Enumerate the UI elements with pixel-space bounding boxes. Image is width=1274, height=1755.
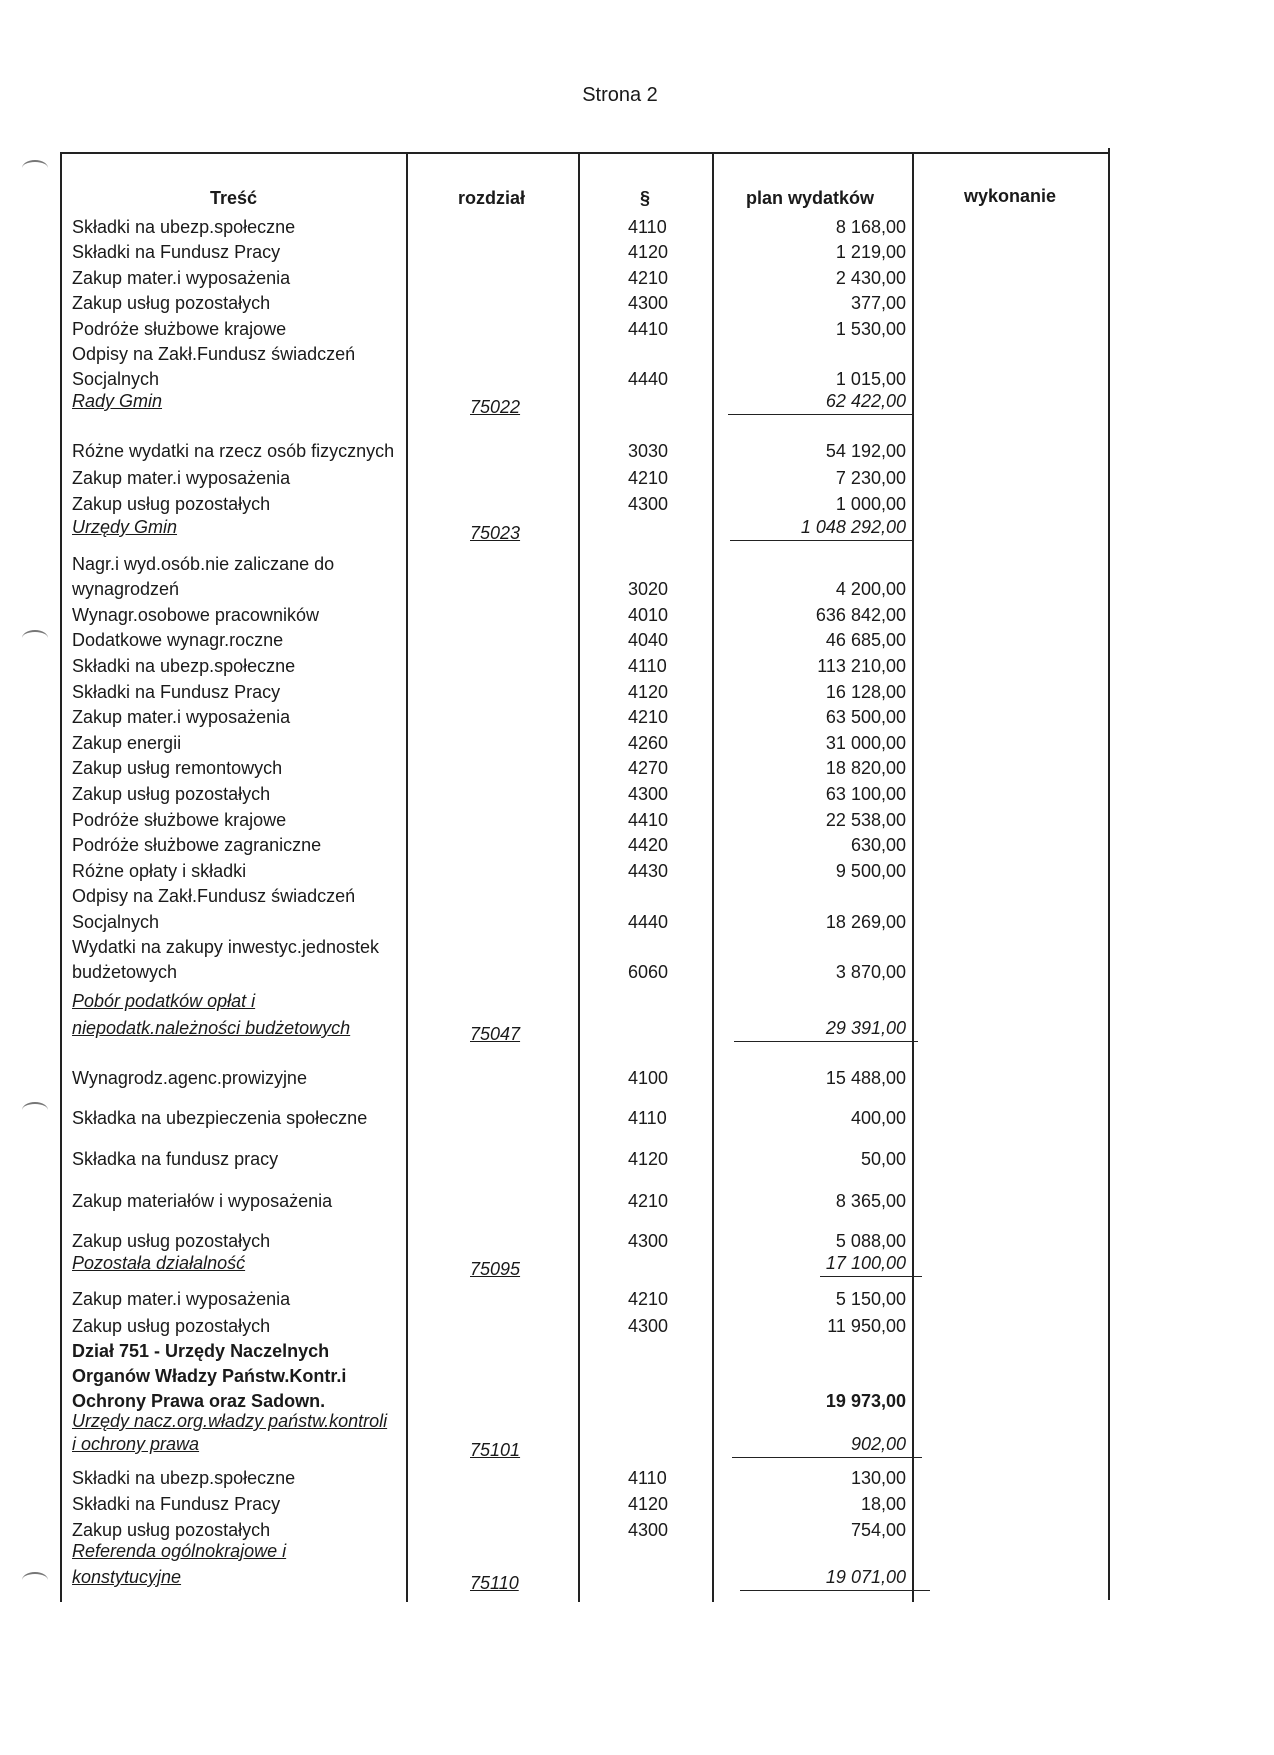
table-row [0,493,1274,515]
table-row [0,885,1274,907]
table-row [0,292,1274,314]
subtotal-underline [740,1590,930,1591]
cell-tresc: Wynagr.osobowe pracowników [72,605,319,625]
cell-plan: 1 000,00 [835,494,906,514]
cell-tresc: Zakup usług pozostałych [72,1520,271,1540]
cell-plan: 1 015,00 [835,369,906,389]
cell-tresc: Składka na ubezpieczenia społeczne [72,1108,368,1128]
header-plan: plan wydatków [746,188,875,208]
cell-tresc: Podróże służbowe krajowe [72,810,287,830]
cell-tresc: Organów Władzy Państw.Kontr.i [72,1366,347,1386]
cell-plan: 9 500,00 [835,861,906,881]
table-row [0,241,1274,263]
cell-tresc: Wydatki na zakupy inwestyc.jednostek [72,937,379,957]
cell-tresc: Zakup usług pozostałych [72,1231,271,1251]
cell-tresc: Składki na Fundusz Pracy [72,1494,281,1514]
cell-paragraf: 4300 [628,494,669,514]
cell-plan: 50,00 [860,1149,906,1169]
cell-plan: 113 210,00 [817,656,906,676]
cell-plan: 902,00 [850,1434,906,1454]
cell-paragraf: 4210 [628,707,669,727]
cell-plan: 8 168,00 [835,217,906,237]
cell-paragraf: 4300 [628,1231,669,1251]
cell-tresc: Zakup usług pozostałych [72,494,271,514]
cell-tresc: konstytucyjne [72,1567,182,1587]
cell-rozdzial: 75101 [470,1440,521,1460]
table-row [0,961,1274,983]
cell-rozdzial: 75022 [470,397,521,417]
cell-paragraf: 4120 [628,1494,669,1514]
cell-paragraf: 4300 [628,293,669,313]
cell-plan: 16 128,00 [825,682,906,702]
table-row [0,368,1274,390]
cell-paragraf: 4270 [628,758,669,778]
table-row-section [0,1252,1274,1279]
table-row [0,1365,1274,1387]
cell-rozdzial: 75110 [470,1573,519,1593]
cell-tresc: i ochrony prawa [72,1434,200,1454]
cell-tresc: Składka na fundusz pracy [72,1149,279,1169]
subtotal-underline [734,1041,918,1042]
cell-paragraf: 4410 [628,810,669,830]
cell-paragraf: 4440 [628,369,669,389]
cell-paragraf: 4040 [628,630,669,650]
table-row [0,706,1274,728]
cell-paragraf: 4110 [628,1108,667,1128]
table-row [0,553,1274,575]
table-row [0,655,1274,677]
cell-paragraf: 4100 [628,1068,669,1088]
subtotal-underline [732,1457,922,1458]
punch-hole-mark [22,1102,48,1118]
cell-tresc: Dodatkowe wynagr.roczne [72,630,284,650]
cell-plan: 3 870,00 [835,962,906,982]
cell-tresc: Nagr.i wyd.osób.nie zaliczane do [72,554,335,574]
cell-rozdzial: 75023 [470,523,521,543]
table-row-section [0,1566,1274,1593]
table-row [0,1519,1274,1541]
table-row [0,1315,1274,1337]
cell-tresc: Zakup usług pozostałych [72,293,271,313]
cell-paragraf: 3030 [628,441,669,461]
cell-paragraf: 4300 [628,1520,669,1540]
table-row-section [0,1433,1274,1460]
cell-plan: 11 950,00 [827,1316,906,1336]
cell-paragraf: 4110 [628,217,667,237]
cell-tresc: Składki na Fundusz Pracy [72,242,281,262]
cell-tresc: Socjalnych [72,369,160,389]
cell-paragraf: 4110 [628,1468,667,1488]
cell-paragraf: 4120 [628,1149,669,1169]
table-row [0,1107,1274,1129]
subtotal-underline [730,540,912,541]
table-row [0,629,1274,651]
cell-tresc: Odpisy na Zakł.Fundusz świadczeń [72,886,356,906]
cell-paragraf: 4210 [628,1289,669,1309]
table-row [0,1493,1274,1515]
table-row [0,834,1274,856]
header-wykonanie: wykonanie [964,186,1057,206]
cell-plan: 1 530,00 [835,319,906,339]
table-row [0,318,1274,340]
cell-tresc: budżetowych [72,962,178,982]
table-row-section [0,1410,1274,1432]
cell-tresc: Podróże służbowe krajowe [72,319,287,339]
cell-tresc: Dział 751 - Urzędy Naczelnych [72,1341,330,1361]
cell-paragraf: 4010 [628,605,669,625]
cell-plan: 7 230,00 [835,468,906,488]
cell-plan: 63 500,00 [825,707,906,727]
table-row [0,1190,1274,1212]
cell-plan: 1 219,00 [835,242,906,262]
cell-plan: 754,00 [850,1520,906,1540]
table-row-section [0,1540,1274,1562]
cell-tresc: Zakup mater.i wyposażenia [72,268,291,288]
cell-plan: 18 820,00 [825,758,906,778]
cell-tresc: Wynagrodz.agenc.prowizyjne [72,1068,307,1088]
table-row [0,1467,1274,1489]
cell-plan: 5 088,00 [835,1231,906,1251]
table-row [0,757,1274,779]
cell-paragraf: 4210 [628,468,669,488]
punch-hole-mark [22,160,48,176]
cell-tresc: wynagrodzeń [72,579,180,599]
cell-tresc: Składki na Fundusz Pracy [72,682,281,702]
page-title: Strona 2 [582,84,658,106]
table-row [0,578,1274,600]
cell-tresc: Składki na ubezp.społeczne [72,656,296,676]
cell-plan: 46 685,00 [825,630,906,650]
cell-tresc: Socjalnych [72,912,160,932]
cell-tresc: Podróże służbowe zagraniczne [72,835,322,855]
table-row [0,809,1274,831]
cell-paragraf: 4420 [628,835,669,855]
cell-plan: 2 430,00 [835,268,906,288]
cell-tresc: Pozostała działalność [72,1253,246,1273]
cell-paragraf: 4120 [628,682,669,702]
cell-tresc: Różne wydatki na rzecz osób fizycznych [72,441,395,461]
cell-plan: 19 973,00 [825,1391,906,1411]
table-row [0,467,1274,489]
cell-tresc: Różne opłaty i składki [72,861,247,881]
table-row [0,267,1274,289]
cell-paragraf: 4300 [628,1316,669,1336]
header-rozdzial: rozdział [458,188,526,208]
cell-tresc: niepodatk.należności budżetowych [72,1018,351,1038]
table-row [0,911,1274,933]
cell-tresc: Urzędy Gmin [72,517,178,537]
table-row [0,783,1274,805]
cell-plan: 22 538,00 [825,810,906,830]
table-row [0,343,1274,365]
cell-tresc: Zakup mater.i wyposażenia [72,1289,291,1309]
table-row [0,1340,1274,1362]
cell-tresc: Urzędy nacz.org.władzy państw.kontroli [72,1411,388,1431]
cell-plan: 630,00 [850,835,906,855]
table-row [0,1288,1274,1310]
cell-plan: 130,00 [850,1468,906,1488]
cell-plan: 54 192,00 [825,441,906,461]
cell-tresc: Zakup mater.i wyposażenia [72,468,291,488]
table-row [0,936,1274,958]
cell-tresc: Rady Gmin [72,391,163,411]
cell-rozdzial: 75047 [470,1024,521,1044]
cell-plan: 4 200,00 [835,579,906,599]
cell-tresc: Zakup mater.i wyposażenia [72,707,291,727]
cell-plan: 400,00 [850,1108,906,1128]
punch-hole-mark [22,1572,48,1588]
table-row [0,681,1274,703]
cell-plan: 636 842,00 [815,605,906,625]
cell-tresc: Zakup usług pozostałych [72,784,271,804]
cell-rozdzial: 75095 [470,1259,521,1279]
cell-paragraf: 4410 [628,319,669,339]
table-row [0,1230,1274,1252]
cell-tresc: Odpisy na Zakł.Fundusz świadczeń [72,344,356,364]
cell-plan: 31 000,00 [825,733,906,753]
cell-plan: 8 365,00 [835,1191,906,1211]
table-row [0,732,1274,754]
cell-tresc: Zakup energii [72,733,182,753]
cell-tresc: Referenda ogólnokrajowe i [72,1541,287,1561]
cell-plan: 63 100,00 [825,784,906,804]
cell-tresc: Zakup usług pozostałych [72,1316,271,1336]
cell-paragraf: 4110 [628,656,667,676]
cell-plan: 18,00 [860,1494,906,1514]
cell-tresc: Składki na ubezp.społeczne [72,1468,296,1488]
cell-paragraf: 4210 [628,1191,669,1211]
table-row [0,860,1274,882]
cell-plan: 5 150,00 [835,1289,906,1309]
cell-paragraf: 4300 [628,784,669,804]
subtotal-underline [728,414,912,415]
header-paragraf: § [640,188,651,208]
cell-tresc: Zakup materiałów i wyposażenia [72,1191,333,1211]
cell-plan: 15 488,00 [825,1068,906,1088]
table-row [0,440,1274,462]
cell-paragraf: 4440 [628,912,669,932]
punch-hole-mark [22,630,48,646]
header-tresc: Treść [210,188,258,208]
cell-paragraf: 3020 [628,579,669,599]
table-row [0,1390,1274,1412]
cell-tresc: Pobór podatków opłat i [72,991,256,1011]
cell-paragraf: 4260 [628,733,669,753]
cell-plan: 1 048 292,00 [800,517,906,537]
cell-paragraf: 6060 [628,962,669,982]
cell-tresc: Składki na ubezp.społeczne [72,217,296,237]
table-row-section [0,990,1274,1012]
cell-plan: 29 391,00 [825,1018,906,1038]
table-row [0,604,1274,626]
table-row [0,216,1274,238]
cell-tresc: Zakup usług remontowych [72,758,283,778]
cell-plan: 377,00 [850,293,906,313]
cell-paragraf: 4210 [628,268,669,288]
cell-plan: 18 269,00 [825,912,906,932]
cell-paragraf: 4430 [628,861,669,881]
table-row-section [0,1017,1274,1044]
cell-tresc: Ochrony Prawa oraz Sadown. [72,1391,326,1411]
table-row-section [0,516,1274,543]
table-row [0,1067,1274,1089]
table-row [0,1148,1274,1170]
cell-paragraf: 4120 [628,242,669,262]
cell-plan: 19 071,00 [825,1567,906,1587]
table-row-section [0,390,1274,417]
subtotal-underline [820,1276,922,1277]
cell-plan: 62 422,00 [825,391,906,411]
cell-plan: 17 100,00 [825,1253,906,1273]
